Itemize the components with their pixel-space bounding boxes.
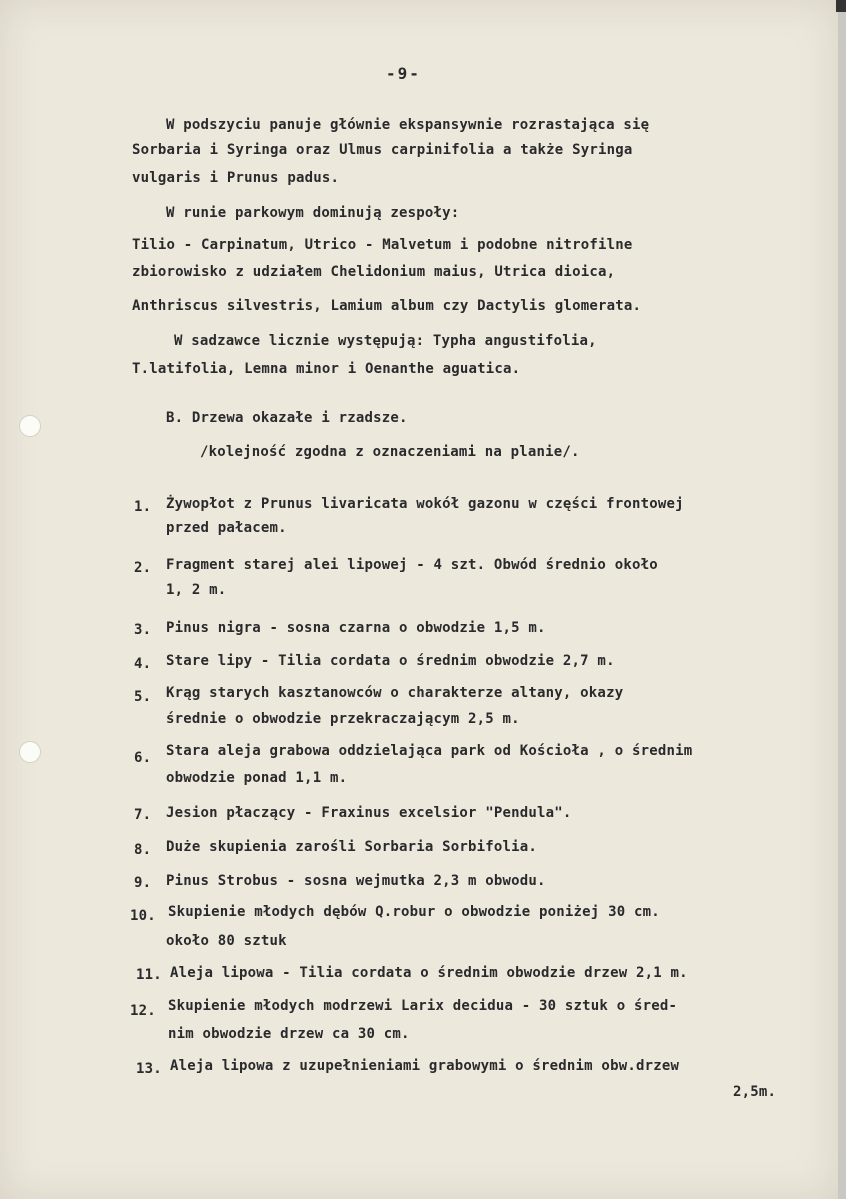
intro-line-1: W podszyciu panuje głównie ekspansywnie rozrastająca się: [166, 117, 650, 133]
item-text: Aleja lipowa z uzupełnieniami grabowymi o średnim obw.drzew: [170, 1058, 680, 1074]
intro-line-2: Sorbaria i Syringa oraz Ulmus carpinifolia a także Syringa: [132, 142, 633, 158]
item-number: 10.: [130, 908, 156, 924]
item-number: 2.: [134, 560, 152, 576]
intro-line-7: Anthriscus silvestris, Lamium album czy Dactylis glomerata.: [132, 298, 642, 314]
item-text: Fragment starej alei lipowej - 4 szt. Obwód średnio około: [166, 557, 658, 573]
item-text-cont: obwodzie ponad 1,1 m.: [166, 770, 348, 786]
item-text: Stare lipy - Tilia cordata o średnim obwodzie 2,7 m.: [166, 653, 615, 669]
item-text: Skupienie młodych modrzewi Larix decidua - 30 sztuk o śred-: [168, 998, 678, 1014]
item-text: Pinus nigra - sosna czarna o obwodzie 1,5 m.: [166, 620, 546, 636]
section-note: /kolejność zgodna z oznaczeniami na planie/.: [200, 444, 580, 460]
item-text: Jesion płaczący - Fraxinus excelsior "Pendula".: [166, 805, 572, 821]
intro-line-6: zbiorowisko z udziałem Chelidonium maius, Utrica dioica,: [132, 264, 616, 280]
item-text-cont: 2,5m.: [733, 1084, 777, 1100]
scan-edge: [838, 0, 846, 1199]
page-number: -9-: [386, 64, 421, 83]
item-number: 9.: [134, 875, 152, 891]
section-heading: B. Drzewa okazałe i rzadsze.: [166, 410, 408, 426]
item-number: 7.: [134, 807, 152, 823]
item-number: 12.: [130, 1003, 156, 1019]
item-number: 4.: [134, 656, 152, 672]
item-number: 1.: [134, 499, 152, 515]
item-text-cont: przed pałacem.: [166, 520, 287, 536]
item-text: Stara aleja grabowa oddzielająca park od Kościoła , o średnim: [166, 743, 693, 759]
item-text: Duże skupienia zarośli Sorbaria Sorbifolia.: [166, 839, 538, 855]
intro-line-3: vulgaris i Prunus padus.: [132, 170, 340, 186]
item-number: 5.: [134, 689, 152, 705]
item-text-cont: średnie o obwodzie przekraczającym 2,5 m.: [166, 711, 520, 727]
item-text-cont: około 80 sztuk: [166, 933, 287, 949]
intro-line-5: Tilio - Carpinatum, Utrico - Malvetum i podobne nitrofilne: [132, 237, 633, 253]
scan-corner-mark: [836, 0, 846, 12]
intro-line-8: W sadzawce licznie występują: Typha angustifolia,: [174, 333, 597, 349]
item-text: Skupienie młodych dębów Q.robur o obwodzie poniżej 30 cm.: [168, 904, 660, 920]
item-text: Aleja lipowa - Tilia cordata o średnim obwodzie drzew 2,1 m.: [170, 965, 688, 981]
item-number: 8.: [134, 842, 152, 858]
item-text: Żywopłot z Prunus livaricata wokół gazonu w części frontowej: [166, 496, 684, 512]
intro-line-4: W runie parkowym dominują zespoły:: [166, 205, 460, 221]
item-number: 13.: [136, 1061, 162, 1077]
item-text-cont: nim obwodzie drzew ca 30 cm.: [168, 1026, 410, 1042]
item-number: 11.: [136, 967, 162, 983]
item-number: 3.: [134, 622, 152, 638]
item-number: 6.: [134, 750, 152, 766]
punch-hole-bottom: [19, 741, 41, 763]
item-text: Pinus Strobus - sosna wejmutka 2,3 m obwodu.: [166, 873, 546, 889]
punch-hole-top: [19, 415, 41, 437]
item-text-cont: 1, 2 m.: [166, 582, 227, 598]
item-text: Krąg starych kasztanowców o charakterze altany, okazy: [166, 685, 624, 701]
intro-line-9: T.latifolia, Lemna minor i Oenanthe aguatica.: [132, 361, 521, 377]
